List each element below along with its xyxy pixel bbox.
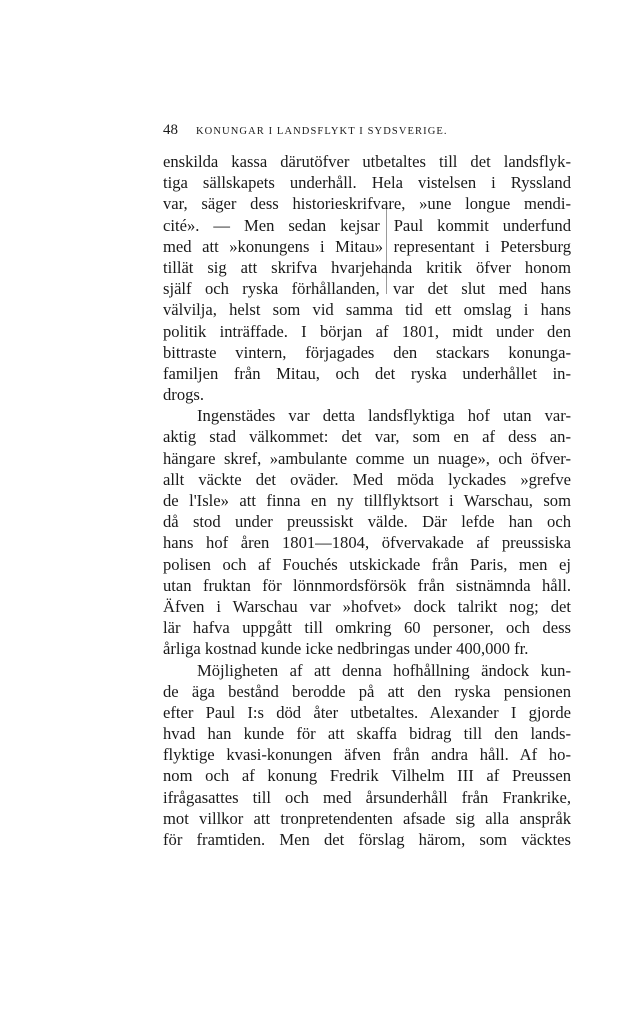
text-line: för framtiden. Men det förslag härom, som väcktes	[163, 830, 571, 849]
running-title: KONUNGAR I LANDSFLYKT I SYDSVERIGE.	[196, 126, 448, 137]
text-line: nom och af konung Fredrik Vilhelm III af Preussen	[163, 766, 571, 786]
text-line: lär hafva uppgått till omkring 60 personer, och dess	[163, 618, 571, 638]
text-line: hängare skref, »ambulante comme un nuage», och öfver-	[163, 448, 571, 468]
text-line: enskilda kassa därutöfver utbetaltes till det landsflyk-	[163, 152, 571, 171]
text-line: de äga bestånd berodde på att den ryska pensionen	[163, 681, 571, 701]
text-line: bittraste vintern, förjagades den stackars konunga-	[163, 342, 571, 362]
text-line: Äfven i Warschau var »hofvet» dock talrikt nog; det	[163, 596, 571, 616]
text-line: drogs.	[163, 385, 205, 405]
text-line: allt väckte det oväder. Med möda lyckades »grefve	[163, 469, 571, 489]
running-head	[163, 121, 571, 139]
text-line: välvilja, helst som vid samma tid ett omslag i hans	[163, 300, 571, 320]
text-line: då stod under preussiskt välde. Där lefde han och	[163, 512, 571, 532]
text-line: aktig stad välkommet: det var, som en af dess an-	[163, 427, 571, 447]
text-line: tiga sällskapets underhåll. Hela vistelsen i Ryssland	[163, 173, 571, 193]
text-line: med att »konungens i Mitau» representant i Petersburg	[163, 236, 571, 256]
page-number: 48	[163, 122, 178, 138]
text-line: politik inträffade. I början af 1801, midt under den	[163, 321, 571, 341]
text-line: var, säger dess historieskrifvare, »une longue mendi-	[163, 194, 571, 214]
text-line: familjen från Mitau, och det ryska underhållet in-	[163, 363, 571, 383]
text-line: de l'Isle» att finna en ny tillflyktsort i Warschau, som	[163, 491, 571, 510]
text-line: utan fruktan för lönnmordsförsök från sistnämnda håll.	[163, 575, 571, 595]
text-line: flyktige kvasi-konungen äfven från andra håll. Af ho-	[163, 745, 571, 765]
text-line: själf och ryska förhållanden, var det slut med hans	[163, 279, 571, 299]
text-line: hans hof åren 1801—1804, öfvervakade af preussiska	[163, 533, 571, 553]
text-line: cité». — Men sedan kejsar Paul kommit underfund	[163, 215, 571, 235]
text-line: polisen och af Fouchés utskickade från Paris, men ej	[163, 554, 571, 574]
body-text	[163, 151, 571, 850]
text-line: hvad han kunde för att skaffa bidrag till den lands-	[163, 724, 571, 744]
text-line: mot villkor att tronpretendenten afsade sig alla anspråk	[163, 808, 571, 828]
text-line: årliga kostnad kunde icke nedbringas under 400,000 fr.	[163, 639, 529, 659]
text-line: ifrågasattes till och med årsunderhåll från Frankrike,	[163, 787, 571, 807]
text-line: tillät sig att skrifva hvarjehanda kritik öfver honom	[163, 257, 571, 277]
text-line: Möjligheten af att denna hofhållning ändock kun-	[197, 660, 571, 680]
text-line: Ingenstädes var detta landsflyktiga hof utan var-	[197, 406, 571, 426]
text-line: efter Paul I:s död åter utbetaltes. Alexander I gjorde	[163, 702, 571, 722]
